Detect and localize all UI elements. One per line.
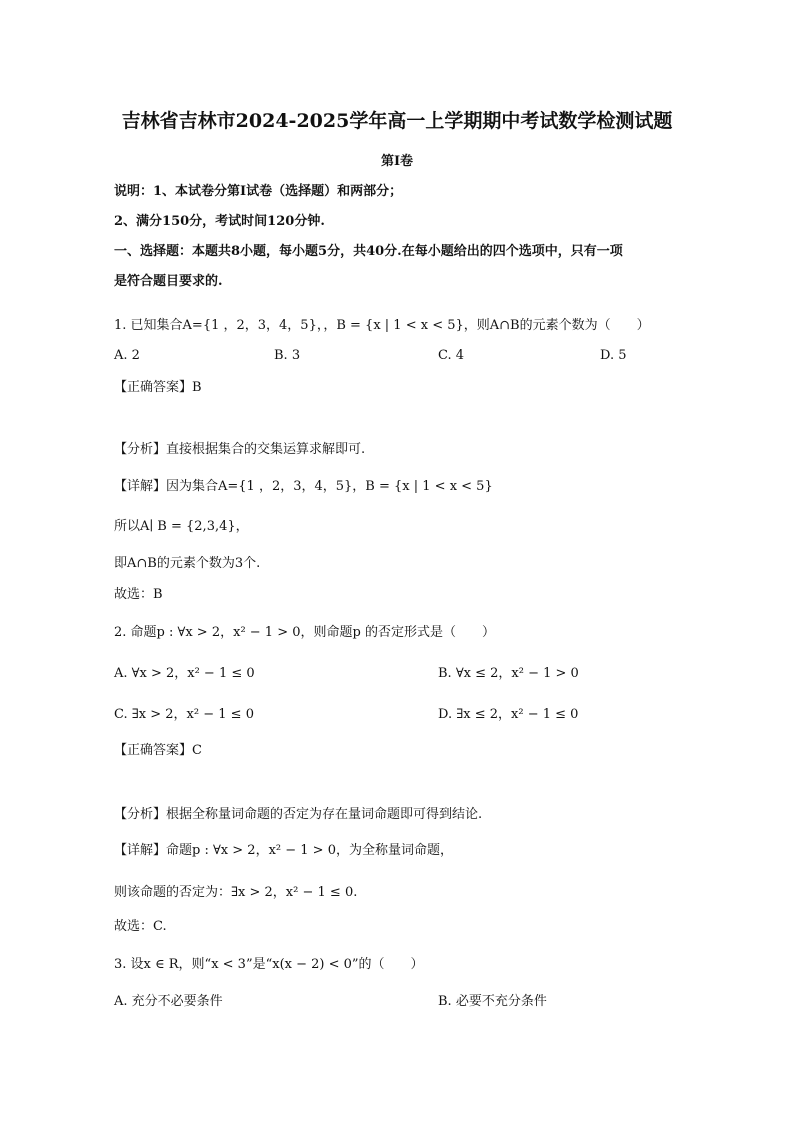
question-1-step-2: 即A∩B的元素个数为3个. (114, 556, 261, 571)
question-1-step-1: 所以A∣ B = {2,3,4}， (114, 519, 249, 534)
question-2-analysis: 【分析】根据全称量词命题的否定为存在量词命题即可得到结论. (114, 807, 483, 822)
question-2-option-d: D. ∃x ≤ 2，x² − 1 ≤ 0 (438, 707, 579, 722)
question-1-answer: 【正确答案】B (114, 380, 202, 395)
part-one-heading-line-1: 一、选择题：本题共8小题，每小题5分，共40分.在每小题给出的四个选项中，只有一项 (114, 244, 623, 259)
question-3-stem: 3. 设x ∈ R，则“x < 3”是“x(x − 2) < 0”的（ ） (114, 957, 424, 972)
question-2-option-c: C. ∃x > 2，x² − 1 ≤ 0 (114, 707, 254, 722)
question-2-option-b: B. ∀x ≤ 2，x² − 1 > 0 (438, 666, 579, 681)
question-2-answer: 【正确答案】C (114, 743, 202, 758)
question-1-stem: 1. 已知集合A={1 ，2，3，4，5}，，B = {x | 1 < x < 5}，则A∩B的元素个数为（ ） (114, 318, 650, 333)
question-2-detail: 【详解】命题p : ∀x > 2，x² − 1 > 0，为全称量词命题， (114, 843, 453, 858)
question-2-step-1: 则该命题的否定为：∃x > 2，x² − 1 ≤ 0. (114, 885, 358, 900)
section-heading: 第I卷 (380, 154, 414, 169)
question-1-option-a: A. 2 (114, 348, 140, 363)
instruction-line-1: 说明：1、本试卷分第I试卷（选择题）和两部分； (114, 184, 403, 199)
part-one-heading-line-2: 是符合题目要求的. (114, 274, 223, 289)
document-title: 吉林省吉林市2024-2025学年高一上学期期中考试数学检测试题 (121, 110, 673, 132)
question-2-choice: 故选：C. (114, 919, 167, 934)
question-1-option-c: C. 4 (438, 348, 465, 363)
question-1-choice: 故选：B (114, 587, 163, 602)
question-1-analysis: 【分析】直接根据集合的交集运算求解即可. (114, 442, 366, 457)
question-3-option-a: A. 充分不必要条件 (114, 994, 223, 1009)
question-1-option-b: B. 3 (274, 348, 301, 363)
instruction-line-2: 2、满分150分，考试时间120分钟. (114, 214, 325, 229)
question-1-detail: 【详解】因为集合A={1 ，2，3，4，5}，B = {x | 1 < x < 5} (114, 479, 493, 494)
question-2-option-a: A. ∀x > 2，x² − 1 ≤ 0 (114, 666, 255, 681)
question-3-option-b: B. 必要不充分条件 (438, 994, 547, 1009)
question-2-stem: 2. 命题p : ∀x > 2，x² − 1 > 0，则命题p 的否定形式是（ ） (114, 625, 495, 640)
question-1-option-d: D. 5 (600, 348, 627, 363)
